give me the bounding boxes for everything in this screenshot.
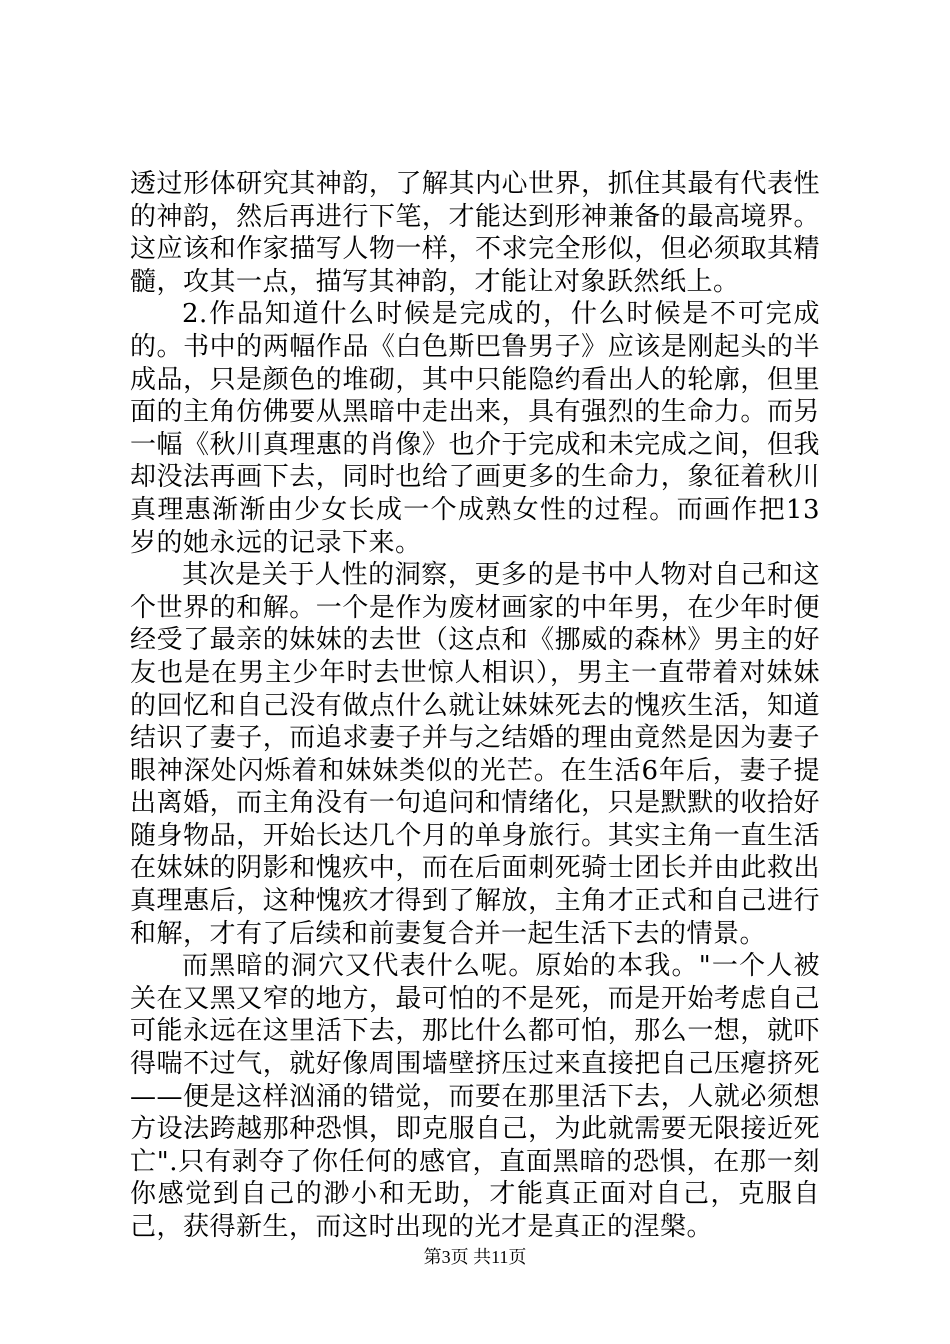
paragraph-artwork-completion: 2.作品知道什么时候是完成的，什么时候是不可完成的。书中的两幅作品《白色斯巴鲁男子》应该是刚起头的半成品，只是颜色的堆砌，其中只能隐约看出人的轮廓，但里面的主角仿佛要从黑暗中走出来，具有强烈的生命力。而另一幅《秋川真理惠的肖像》也介于完成和未完成之间，但我却没法再画下去，同时也给了画更多的生命力，象征着秋川真理惠渐渐由少女长成一个成熟女性的过程。而画作把13岁的她永远的记录下来。 <box>130 299 820 558</box>
paragraph-human-insight: 其次是关于人性的洞察，更多的是书中人物对自己和这个世界的和解。一个是作为废材画家的中年男，在少年时便经受了最亲的妹妹的去世（这点和《挪威的森林》男主的好友也是在男主少年时去世惊人相识），男主一直带着对妹妹的回忆和自己没有做点什么就让妹妹死去的愧疚生活，知道结识了妻子，而追求妻子并与之结婚的理由竟然是因为妻子眼神深处闪烁着和妹妹类似的光芒。在生活6年后，妻子提出离婚，而主角没有一句追问和情绪化，只是默默的收拾好随身物品，开始长达几个月的单身旅行。其实主角一直生活在妹妹的阴影和愧疚中，而在后面刺死骑士团长并由此救出真理惠后，这种愧疚才得到了解放，主角才正式和自己进行和解，才有了后续和前妻复合并一起生活下去的情景。 <box>130 560 820 949</box>
page-number-footer: 第3页 共11页 <box>423 1247 527 1267</box>
paragraph-dark-cave: 而黑暗的洞穴又代表什么呢。原始的本我。"一个人被关在又黑又窄的地方，最可怕的不是死，而是开始考虑自己可能永远在这里活下去，那比什么都可怕，那么一想，就吓得喘不过气，就好像周围墙壁挤压过来直接把自己压瘪挤死——便是这样汹涌的错觉，而要在那里活下去，人就必须想方设法跨越那种恐惧，即克服自己，为此就需要无限接近死亡".只有剥夺了你任何的感官，直面黑暗的恐惧，在那一刻你感觉到自己的渺小和无助，才能真正面对自己，克服自己，获得新生，而这时出现的光才是真正的涅槃。 <box>130 951 820 1242</box>
document-body <box>130 168 820 1244</box>
paragraph-continued: 透过形体研究其神韵，了解其内心世界，抓住其最有代表性的神韵，然后再进行下笔，才能达到形神兼备的最高境界。这应该和作家描写人物一样，不求完全形似，但必须取其精髓，攻其一点，描写其神韵，才能让对象跃然纸上。 <box>130 169 820 297</box>
